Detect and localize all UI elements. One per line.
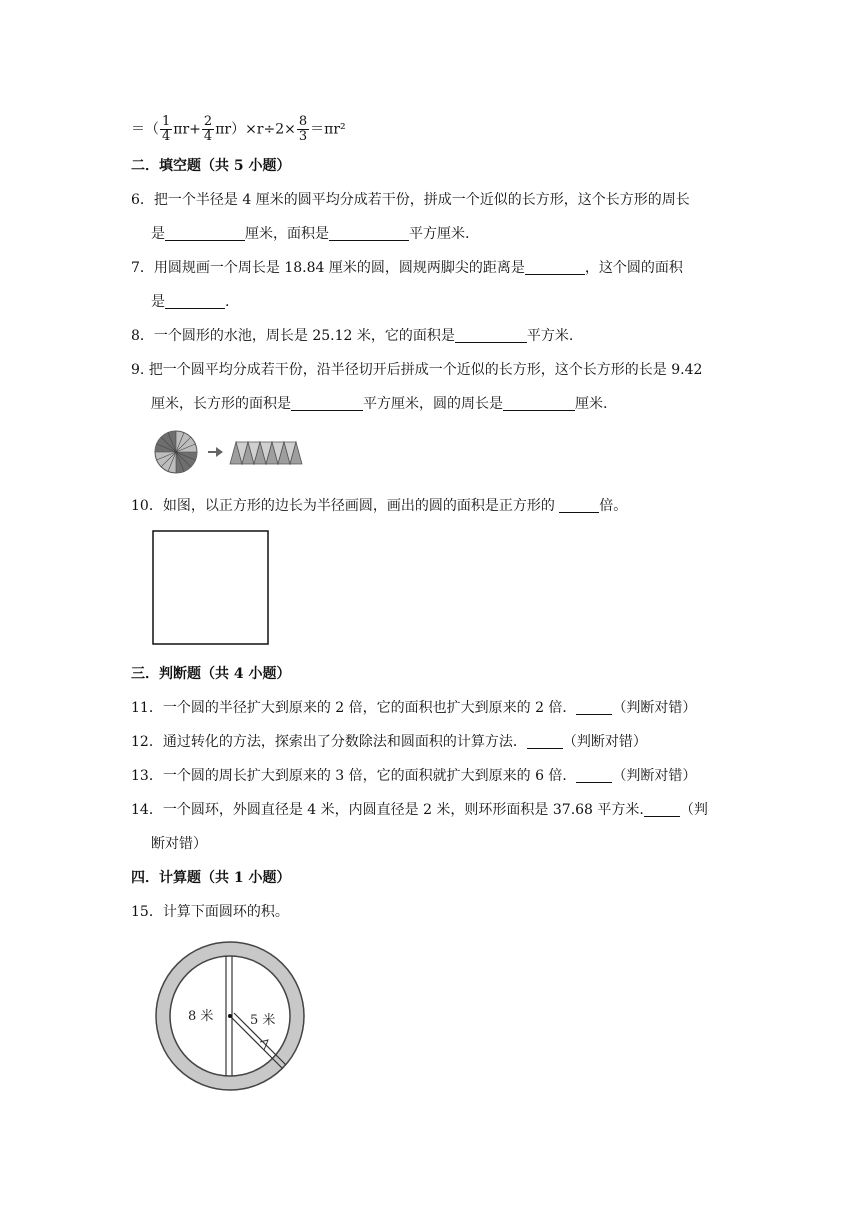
formula-text: πr+ xyxy=(173,121,201,138)
question-15: 15．计算下面圆环的积。 xyxy=(131,904,289,920)
question-14: 14．一个圆环，外圆直径是 4 米，内圆直径是 2 米，则环形面积是 37.68 平方米. （判 xyxy=(131,802,708,818)
answer-blank[interactable] xyxy=(576,700,612,715)
section-heading-fill-in: 二．填空题（共 5 小题） xyxy=(131,158,291,174)
answer-blank[interactable] xyxy=(644,802,680,817)
formula-text: ＝πr² xyxy=(310,121,346,138)
answer-blank[interactable] xyxy=(329,226,409,241)
question-9-cont: 厘米，长方形的面积是 平方厘米，圆的周长是 厘米. xyxy=(151,396,608,412)
answer-blank[interactable] xyxy=(165,226,245,241)
arrow-icon xyxy=(208,447,223,457)
question-13: 13．一个圆的周长扩大到原来的 3 倍，它的面积就扩大到原来的 6 倍． （判断对错） xyxy=(131,768,697,784)
formula-text: πr）×r÷2× xyxy=(215,121,296,138)
diameter-label: 8 米 xyxy=(188,1009,214,1024)
question-7-cont: 是 . xyxy=(151,294,230,310)
question-8: 8．一个圆形的水池，周长是 25.12 米，它的面积是 平方米. xyxy=(131,328,574,344)
fraction: $\frac{8}{3}$ xyxy=(298,114,308,144)
ring-figure xyxy=(152,938,308,1094)
question-6-cont: 是 厘米，面积是 平方厘米. xyxy=(151,226,470,242)
circle-to-rectangle-figure xyxy=(150,430,310,474)
section-heading-calculation: 四．计算题（共 1 小题） xyxy=(131,870,291,886)
formula-text: ＝（ xyxy=(131,121,159,138)
question-10: 10．如图，以正方形的边长为半径画圆，画出的圆的面积是正方形的 倍。 xyxy=(131,498,628,514)
answer-blank[interactable] xyxy=(559,498,599,513)
formula-line xyxy=(131,115,346,144)
approximate-rectangle-icon xyxy=(230,442,302,464)
answer-blank[interactable] xyxy=(503,396,575,411)
answer-blank[interactable] xyxy=(527,734,563,749)
question-11: 11．一个圆的半径扩大到原来的 2 倍，它的面积也扩大到原来的 2 倍． （判断对错） xyxy=(131,700,697,716)
answer-blank[interactable] xyxy=(455,328,527,343)
question-6: 6．把一个半径是 4 厘米的圆平均分成若干份，拼成一个近似的长方形，这个长方形的周长 xyxy=(131,192,690,208)
answer-blank[interactable] xyxy=(165,294,225,309)
divided-circle-icon xyxy=(155,431,197,473)
fraction: $\frac{1}{4}$ xyxy=(162,114,171,144)
question-14-cont: 断对错） xyxy=(151,836,207,852)
answer-blank[interactable] xyxy=(576,768,612,783)
question-7: 7．用圆规画一个周长是 18.84 厘米的圆，圆规两脚尖的距离是 ，这个圆的面积 xyxy=(131,260,683,276)
section-heading-judgement: 三．判断题（共 4 小题） xyxy=(131,666,291,682)
square-figure xyxy=(152,530,270,646)
question-12: 12．通过转化的方法，探索出了分数除法和圆面积的计算方法． （判断对错） xyxy=(131,734,647,750)
fraction: $\frac{2}{4}$ xyxy=(203,114,213,144)
question-9: 9. 把一个圆平均分成若干份，沿半径切开后拼成一个近似的长方形，这个长方形的长是 9.42 xyxy=(131,362,703,378)
answer-blank[interactable] xyxy=(291,396,363,411)
answer-blank[interactable] xyxy=(525,260,585,275)
radius-label: 5 米 xyxy=(250,1013,276,1028)
